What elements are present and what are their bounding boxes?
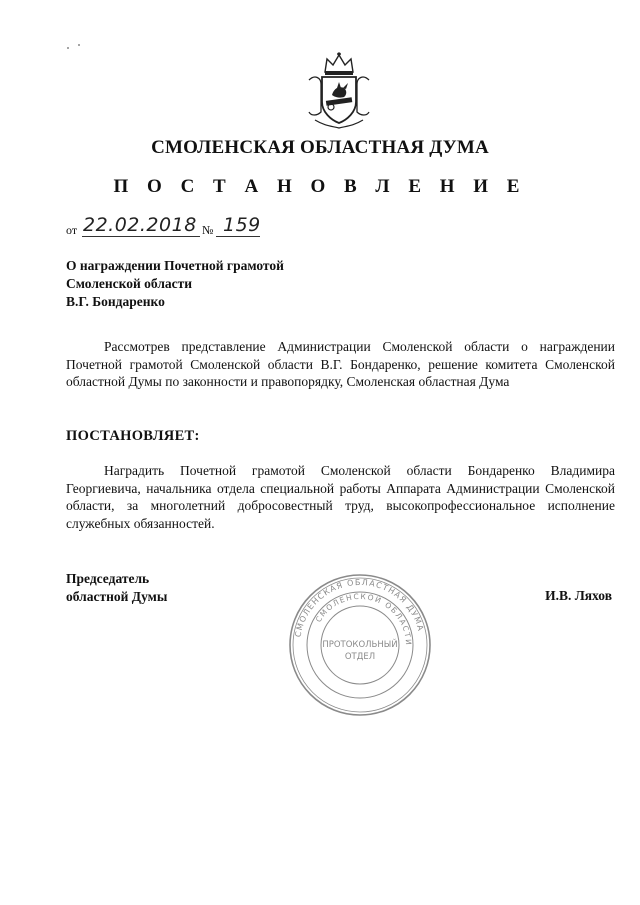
signatory-position [66,570,167,606]
seal-outer-text: СМОЛЕНСКАЯ ОБЛАСТНАЯ ДУМА [293,577,426,638]
preamble-paragraph: Рассмотрев представление Администрации Смоленской области о награждении Почетной грамотой Смоленской области В.Г. Бондаренко, решение комитета Смоленской областной Думы по законности и правопорядку, Смоленская областная Дума [66,339,615,389]
official-round-seal-icon [288,573,432,717]
resolves-heading: ПОСТАНОВЛЯЕТ: [66,428,200,444]
scan-speck [67,47,69,49]
number-underline [216,236,260,237]
subject-block [66,257,284,311]
subject-line: В.Г. Бондаренко [66,294,165,309]
document-type-heading: П О С Т А Н О В Л Е Н И Е [113,176,527,197]
organization-title: СМОЛЕНСКАЯ ОБЛАСТНАЯ ДУМА [151,137,489,158]
seal-center-line: ПРОТОКОЛЬНЫЙ [322,640,398,650]
resolution-paragraph: Наградить Почетной грамотой Смоленской области Бондаренко Владимира Георгиевича, начальника отдела специальной работы Аппарата Администрации Смоленской области, за многолетний добросовестный труд, высокопрофессиональное исполнение служебных обязанностей. [66,463,615,531]
seal-inner-text: СМОЛЕНСКОЙ ОБЛАСТИ [313,591,414,647]
seal-center-line: ОТДЕЛ [344,652,376,662]
subject-line: Смоленской области [66,276,193,291]
signatory-name: И.В. Ляхов [545,588,612,603]
date-label: от [66,223,78,237]
position-line: областной Думы [66,589,168,604]
scan-speck [78,44,80,46]
date-underline [82,236,200,237]
subject-line: О награждении Почетной грамотой [66,258,284,273]
smolensk-coat-of-arms-icon [301,50,377,130]
registration-line [66,214,286,238]
position-line: Председатель [66,571,150,586]
number-label: № [202,223,214,237]
handwritten-number: 159 [223,214,261,236]
handwritten-date: 22.02.2018 [83,214,197,236]
